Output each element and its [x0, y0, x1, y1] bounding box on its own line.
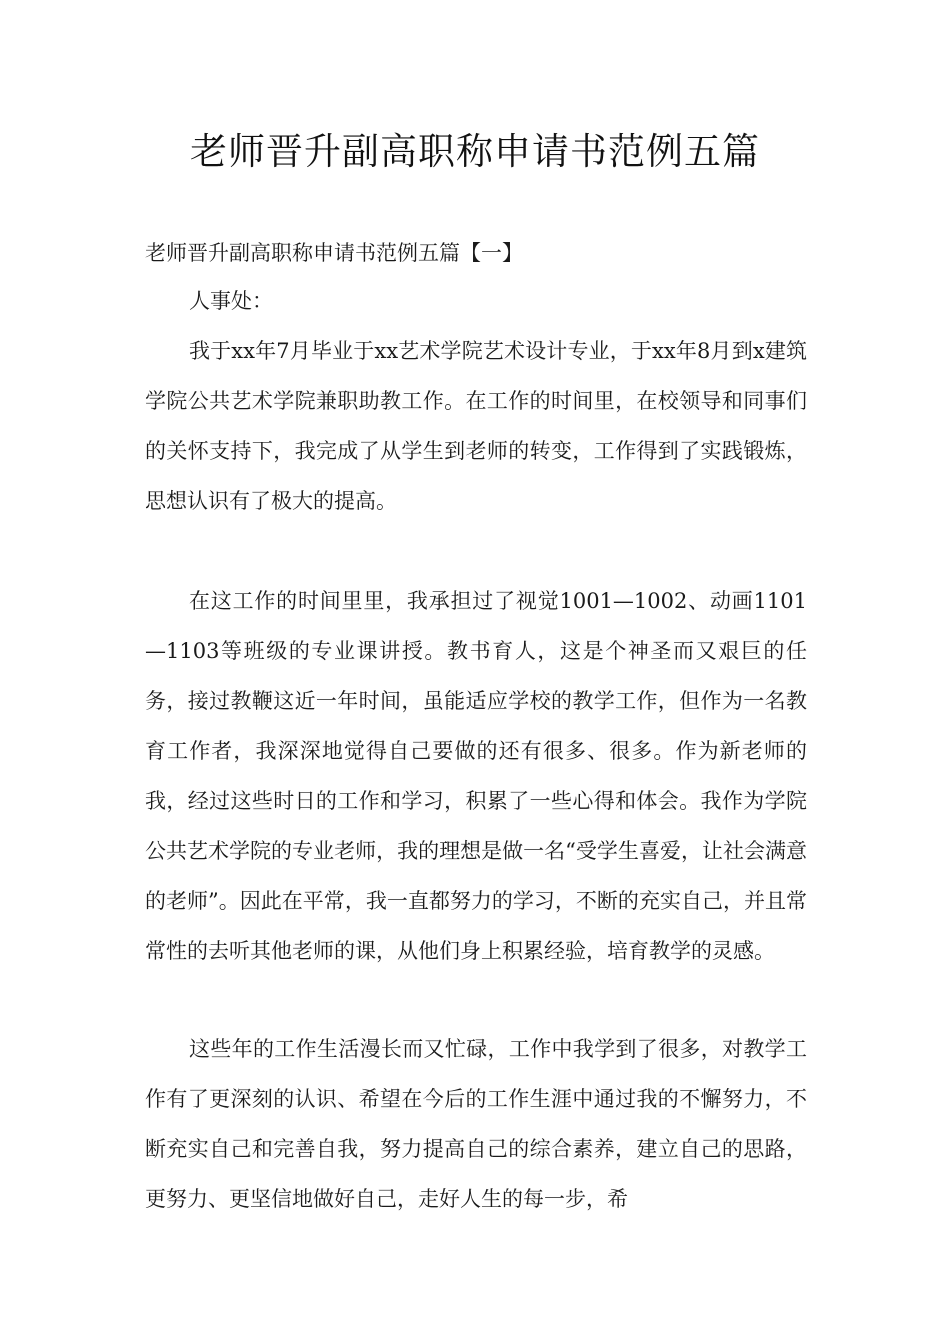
salutation: 人事处：: [189, 289, 273, 313]
paragraph-2: 在这工作的时间里里，我承担过了视觉1001—1002、动画1101—1103等班级的专业课讲授。教书育人，这是个神圣而又艰巨的任务，接过教鞭这近一年时间，虽能适应学校的教学工作，但作为一名教育工作者，我深深地觉得自己要做的还有很多、很多。作为新老师的我，经过这些时日的工作和学习，积累了一些心得和体会。我作为学院公共艺术学院的专业老师，我的理想是做一名“受学生喜爱，让社会满意的老师”。因此在平常，我一直都努力的学习，不断的充实自己，并且常常性的去听其他老师的课，从他们身上积累经验，培育教学的灵感。: [145, 589, 807, 963]
document-title: 老师晋升副高职称申请书范例五篇: [190, 130, 760, 173]
paragraph-1: 我于xx年7月毕业于xx艺术学院艺术设计专业，于xx年8月到x建筑学院公共艺术学院兼职助教工作。在工作的时间里，在校领导和同事们的关怀支持下，我完成了从学生到老师的转变，工作得到了实践锻炼，思想认识有了极大的提高。: [145, 339, 807, 513]
section-heading: 老师晋升副高职称申请书范例五篇【一】: [145, 241, 523, 265]
paragraph-3: 这些年的工作生活漫长而又忙碌，工作中我学到了很多，对教学工作有了更深刻的认识、希望在今后的工作生涯中通过我的不懈努力，不断充实自己和完善自我，努力提高自己的综合素养，建立自己的思路，更努力、更坚信地做好自己，走好人生的每一步，希: [145, 1037, 807, 1211]
